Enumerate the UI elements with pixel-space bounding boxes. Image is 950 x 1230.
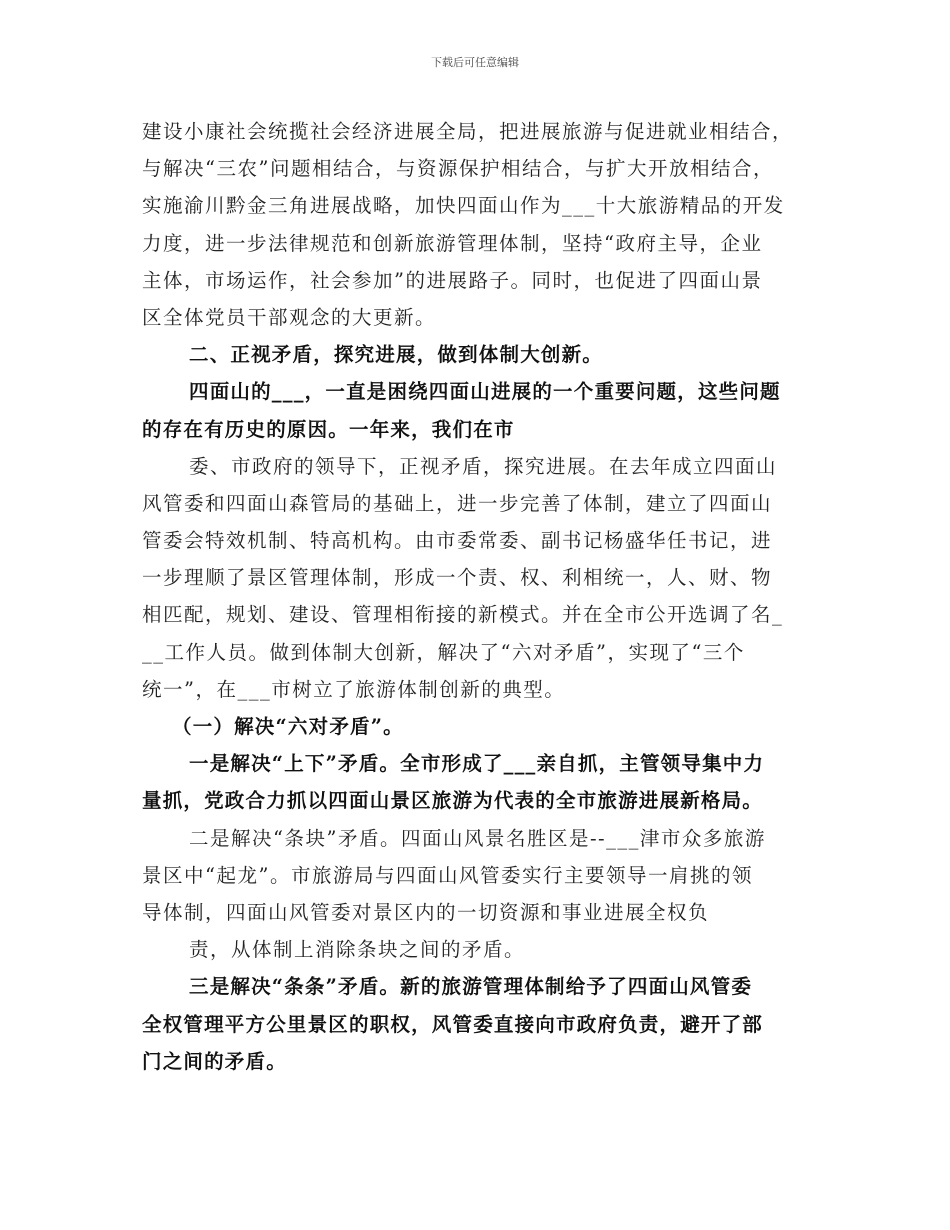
paragraph-line: 主体，市场运作，社会参加”的进展路子。同时，也促进了四面山景 [142,268,763,292]
paragraph-line: 一步理顺了景区管理体制，形成一个责、权、利相统一，人、财、物 [142,566,773,590]
paragraph-line: 责，从体制上消除条块之间的矛盾。 [189,938,526,962]
bold-paragraph-line: 四面山的___，一直是困绕四面山进展的一个重要问题，这些问题 [189,380,781,404]
paragraph-line: 二是解决“条块”矛盾。四面山风景名胜区是--___津市众多旅游 [189,826,766,850]
page-header: 下载后可任意编辑 [431,56,519,69]
bold-paragraph-line: 三是解决“条条”矛盾。新的旅游管理体制给予了四面山风管委 [189,975,753,999]
bold-paragraph-line: 全权管理平方公里景区的职权，风管委直接向市政府负责，避开了部 [142,1012,764,1036]
paragraph-line: 实施渝川黔金三角进展战略，加快四面山作为___十大旅游精品的开发 [142,194,785,218]
subsection-heading: （一）解决“六对矛盾”。 [172,715,404,738]
paragraph-line: 统一”，在___市树立了旅游体制创新的典型。 [142,677,566,701]
paragraph-line: 相匹配，规划、建设、管理相衔接的新模式。并在全市公开选调了名_ [142,603,784,627]
bold-paragraph-line: 一是解决“上下”矛盾。全市形成了___亲自抓，主管领导集中力 [189,752,765,776]
paragraph-line: 与解决“三农”问题相结合，与资源保护相结合，与扩大开放相结合， [142,157,774,181]
bold-paragraph-line: 门之间的矛盾。 [142,1049,287,1073]
paragraph-line: 管委会特效机制、特高机构。由市委常委、副书记杨盛华任书记，进 [142,529,773,553]
bold-paragraph-line: 的存在有历史的原因。一年来，我们在市 [142,417,515,441]
paragraph-line: 景区中“起龙”。市旅游局与四面山风管委实行主要领导一肩挑的领 [142,863,753,887]
paragraph-line: 力度，进一步法律规范和创新旅游管理体制，坚持“政府主导，企业 [142,231,763,255]
paragraph-line: 区全体党员干部观念的大更新。 [142,305,437,329]
paragraph-line: 导体制，四面山风管委对景区内的一切资源和事业进展全权负 [142,900,710,924]
paragraph-line: __工作人员。做到体制大创新，解决了“六对矛盾”，实现了“三个 [142,640,745,664]
paragraph-line: 风管委和四面山森管局的基础上，进一步完善了体制，建立了四面山 [142,491,773,515]
paragraph-line: 委、市政府的领导下，正视矛盾，探究进展。在去年成立四面山 [189,454,778,478]
paragraph-line: 建设小康社会统揽社会经济进展全局，把进展旅游与促进就业相结合， [142,120,794,143]
document-body [142,113,822,1080]
bold-paragraph-line: 量抓，党政合力抓以四面山景区旅游为代表的全市旅游进展新格局。 [142,789,764,813]
section-heading: 二、正视矛盾，探究进展，做到体制大创新。 [189,343,604,367]
